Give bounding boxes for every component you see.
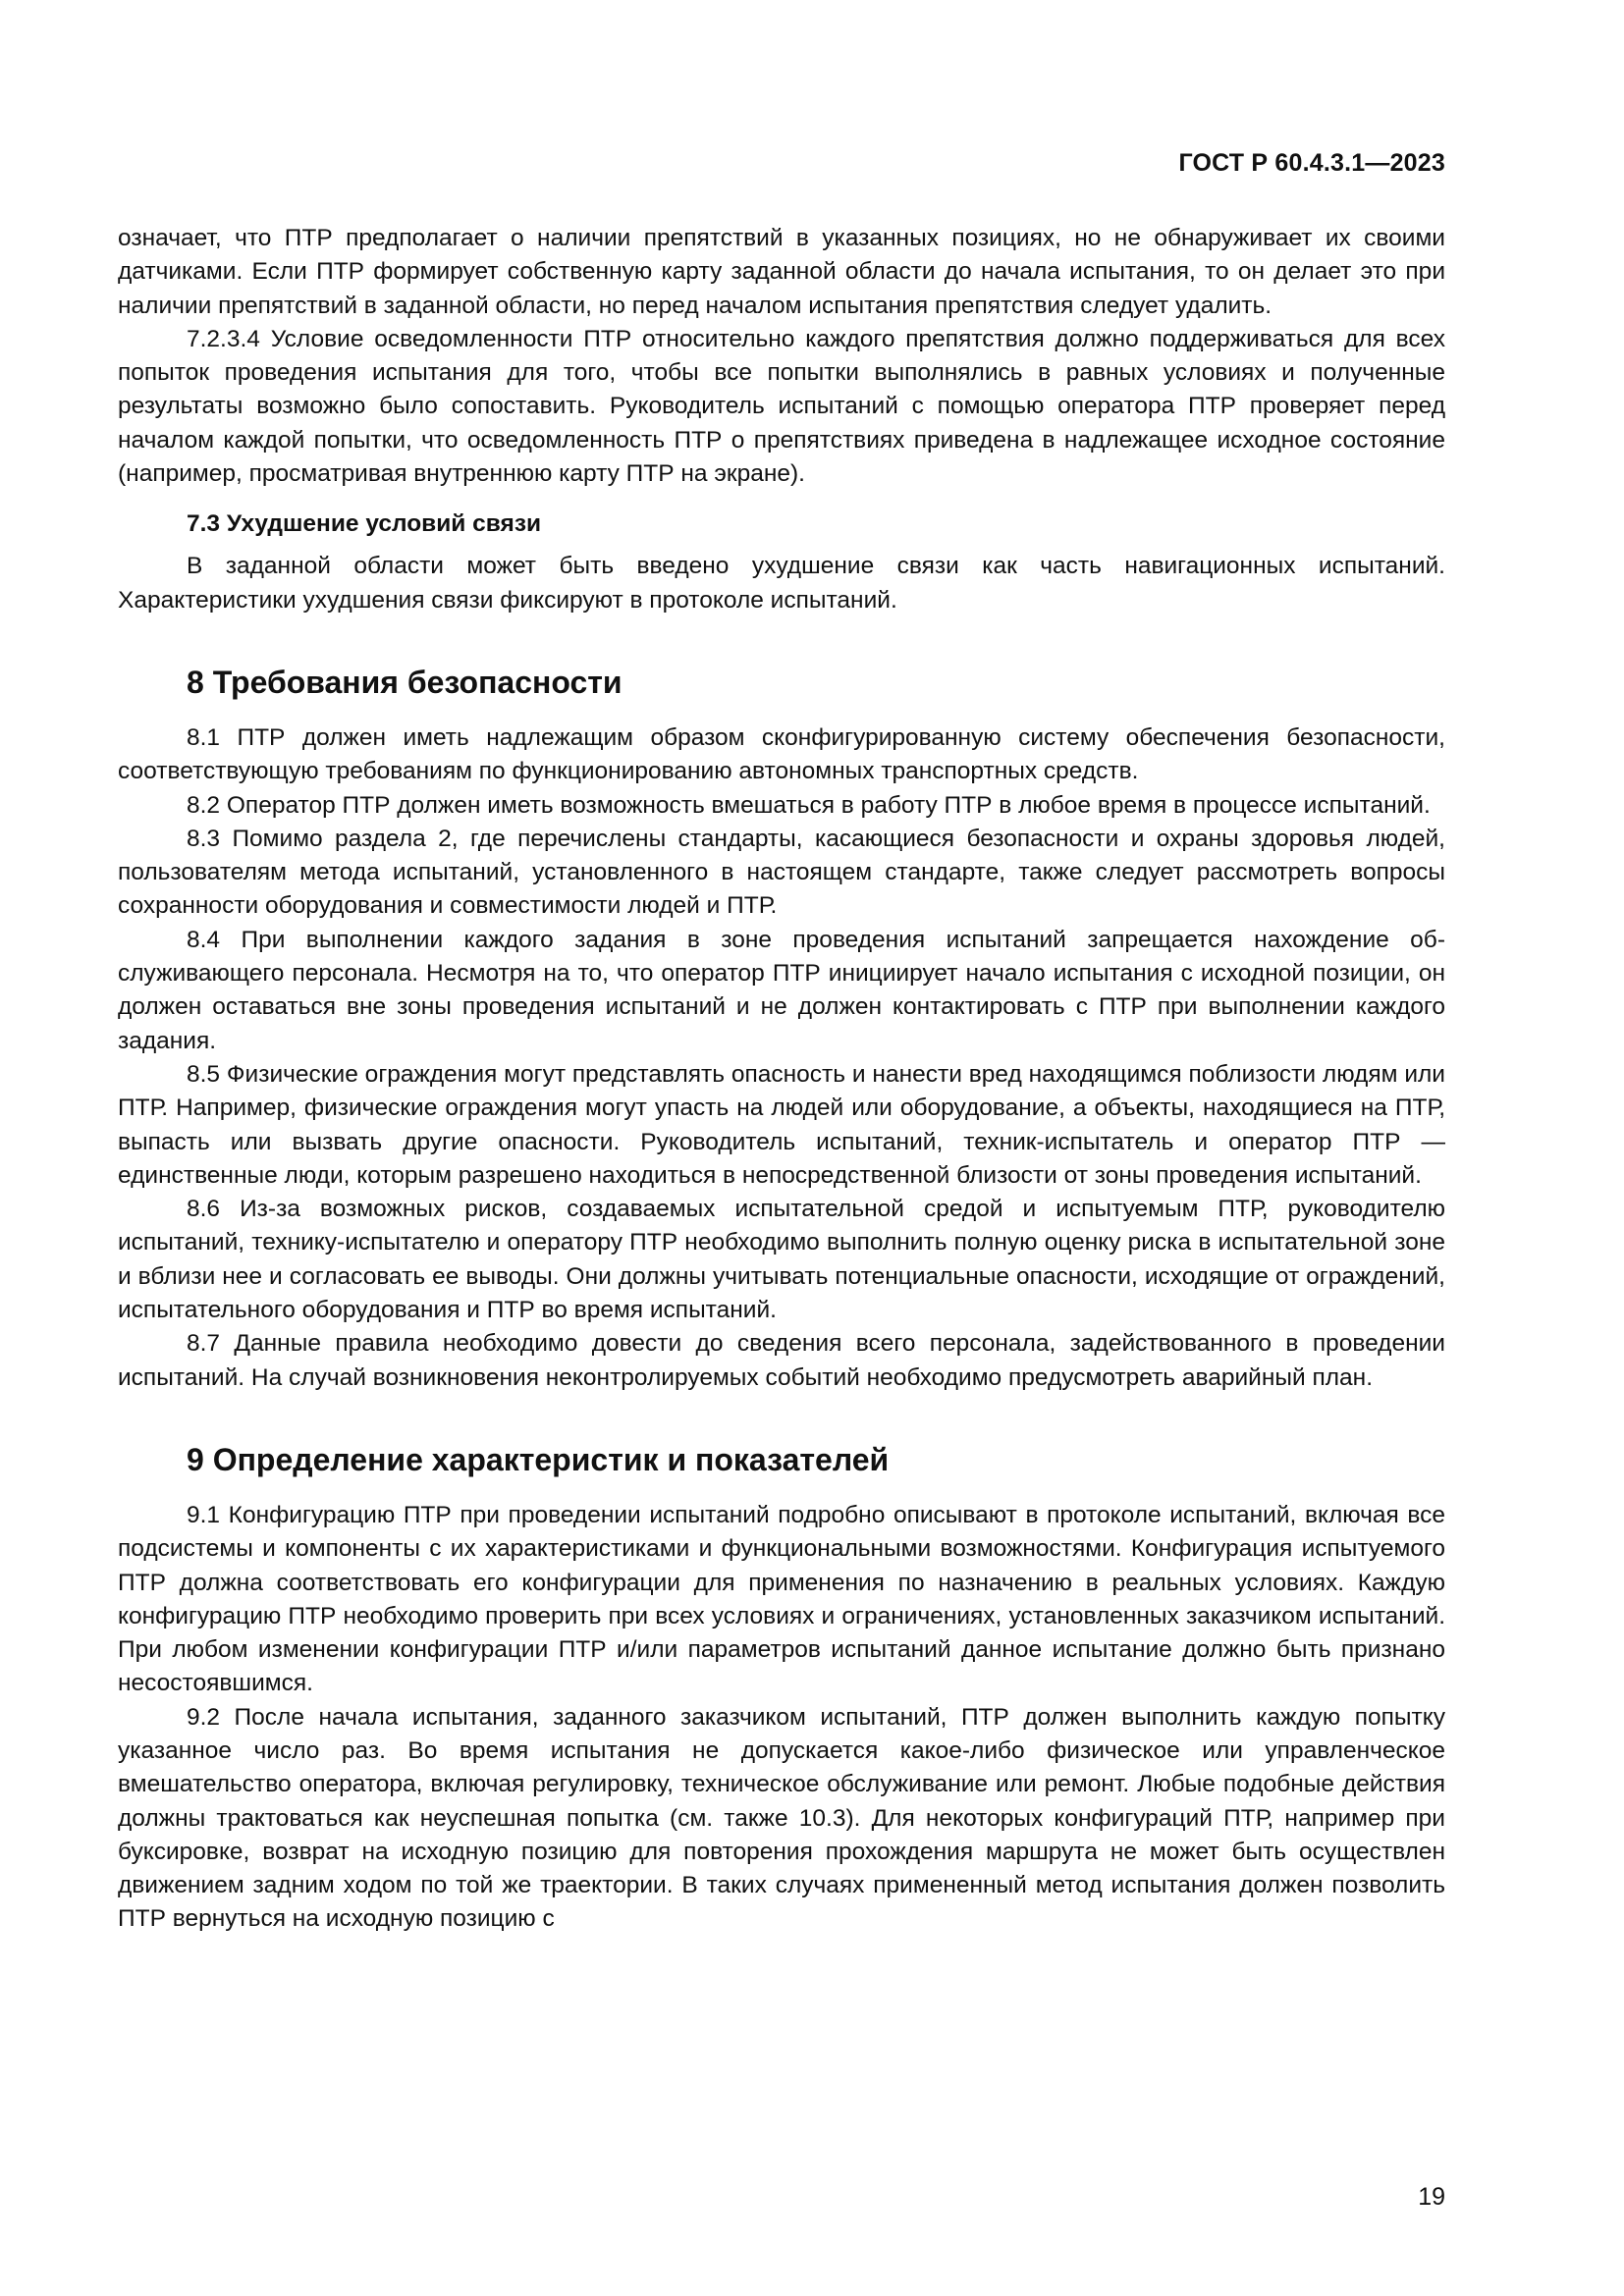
paragraph-8-1: 8.1 ПТР должен иметь надлежащим образом сконфигурированную систему обеспечения безопасности, соответствующую требованиям по функционированию автономных транспортных средств.: [118, 723, 1445, 785]
paragraph-8-4: 8.4 При выполнении каждого задания в зоне проведения испытаний запрещается нахождение обслуживающего персонала. Несмотря на то, что оператор ПТР инициирует начало испытания с исходной позиции, он должен оставаться вне зоны проведения испытаний и не должен контактировать с ПТР при выполнении каждого задания.: [118, 926, 1445, 1054]
paragraph-7-3: В заданной области может быть введено ухудшение связи как часть навигационных испытаний. Характеристики ухудшения связи фиксируют в протоколе испытаний.: [118, 553, 1445, 614]
section-heading-8: 8 Требования безопасности: [187, 664, 623, 700]
paragraph-7-2-3-4: 7.2.3.4 Условие осведомленности ПТР относительно каждого препятствия должно поддерживаться для всех попыток проведения испытания для того, чтобы все попытки выполнялись в равных условиях и полученные результаты возможно было сопоставить. Руководитель испытаний с помощью оператора ПТР проверяет перед началом каждой попытки, что осведомленность ПТР о препятствиях приведена в надлежащее исходное состояние (например, просматривая внутреннюю карту ПТР на экране).: [118, 325, 1445, 488]
page-number: 19: [1418, 2183, 1445, 2211]
paragraph-8-5: 8.5 Физические ограждения могут представлять опасность и нанести вред находящимся поблизости людям или ПТР. Например, физические ограждения могут упасть на людей или оборудование, а объекты, находящиеся на ПТР, выпасть или вызвать другие опасности. Руководитель испытаний, техник-испытатель и оператор ПТР — единственные люди, которым разрешено находиться в непосредственной близости от зоны проведения испытаний.: [118, 1060, 1445, 1189]
paragraph-8-3: 8.3 Помимо раздела 2, где перечислены стандарты, касающиеся безопасности и охраны здоровья людей, пользователям метода испытаний, установленного в настоящем стандарте, также следует рассмотреть вопросы сохранности оборудования и совместимости людей и ПТР.: [118, 825, 1445, 920]
paragraph-8-2: 8.2 Оператор ПТР должен иметь возможность вмешаться в работу ПТР в любое время в процессе испытаний.: [187, 791, 1431, 819]
page-body: [118, 222, 1445, 1937]
paragraph-8-6: 8.6 Из-за возможных рисков, создаваемых испытательной средой и испытуемым ПТР, руководителю испытаний, технику-испытателю и оператору ПТР необходимо выполнить полную оценку риска в испытательной зоне и вблизи нее и согласовать ее выводы. Они должны учитывать потенциальные опасности, исходящие от ограждений, испытательного оборудования и ПТР во время испытаний.: [118, 1196, 1445, 1324]
paragraph-9-1: 9.1 Конфигурацию ПТР при проведении испытаний подробно описывают в протоколе испытаний, включая все подсистемы и компоненты с их характеристиками и функциональными возможностями. Конфигурация испытуемого ПТР должна соответствовать его конфигурации для применения по назначению в реальных условиях. Каждую конфигурацию ПТР необходимо проверить при всех условиях и ограничениях, установленных заказчиком испытаний. При любом изменении конфигурации ПТР и/или параметров испытаний данное испытание должно быть признано несостоявшимся.: [118, 1501, 1445, 1697]
section-heading-9: 9 Определение характеристик и показателей: [187, 1441, 890, 1477]
paragraph-8-7: 8.7 Данные правила необходимо довести до сведения всего персонала, задействованного в проведении испытаний. На случай возникновения неконтролируемых событий необходимо предусмотреть аварийный план.: [118, 1330, 1445, 1391]
paragraph-9-2: 9.2 После начала испытания, заданного заказчиком испытаний, ПТР должен выполнить каждую попытку указанное число раз. Во время испытания не допускается какое-либо физическое или управленческое вмешательство оператора, включая регулировку, техническое обслуживание или ремонт. Любые подобные действия должны трактоваться как неуспешная попытка (см. также 10.3). Для некоторых конфигураций ПТР, например при буксировке, возврат на исходную позицию для повторения прохождения маршрута не может быть осуществлен движением задним ходом по той же траектории. В таких случаях примененный метод испытания должен позволить ПТР вернуться на исходную позицию с: [118, 1703, 1445, 1933]
subsection-heading-7-3: 7.3 Ухудшение условий связи: [187, 510, 542, 538]
paragraph-continuation: означает, что ПТР предполагает о наличии препятствий в указанных позициях, но не обнаруживает их своими датчиками. Если ПТР формирует собственную карту заданной области до начала испытания, то он делает это при наличии препятствий в заданной области, но перед началом испытания препятствия следует удалить.: [118, 225, 1445, 319]
document-code: ГОСТ Р 60.4.3.1—2023: [1178, 149, 1445, 177]
